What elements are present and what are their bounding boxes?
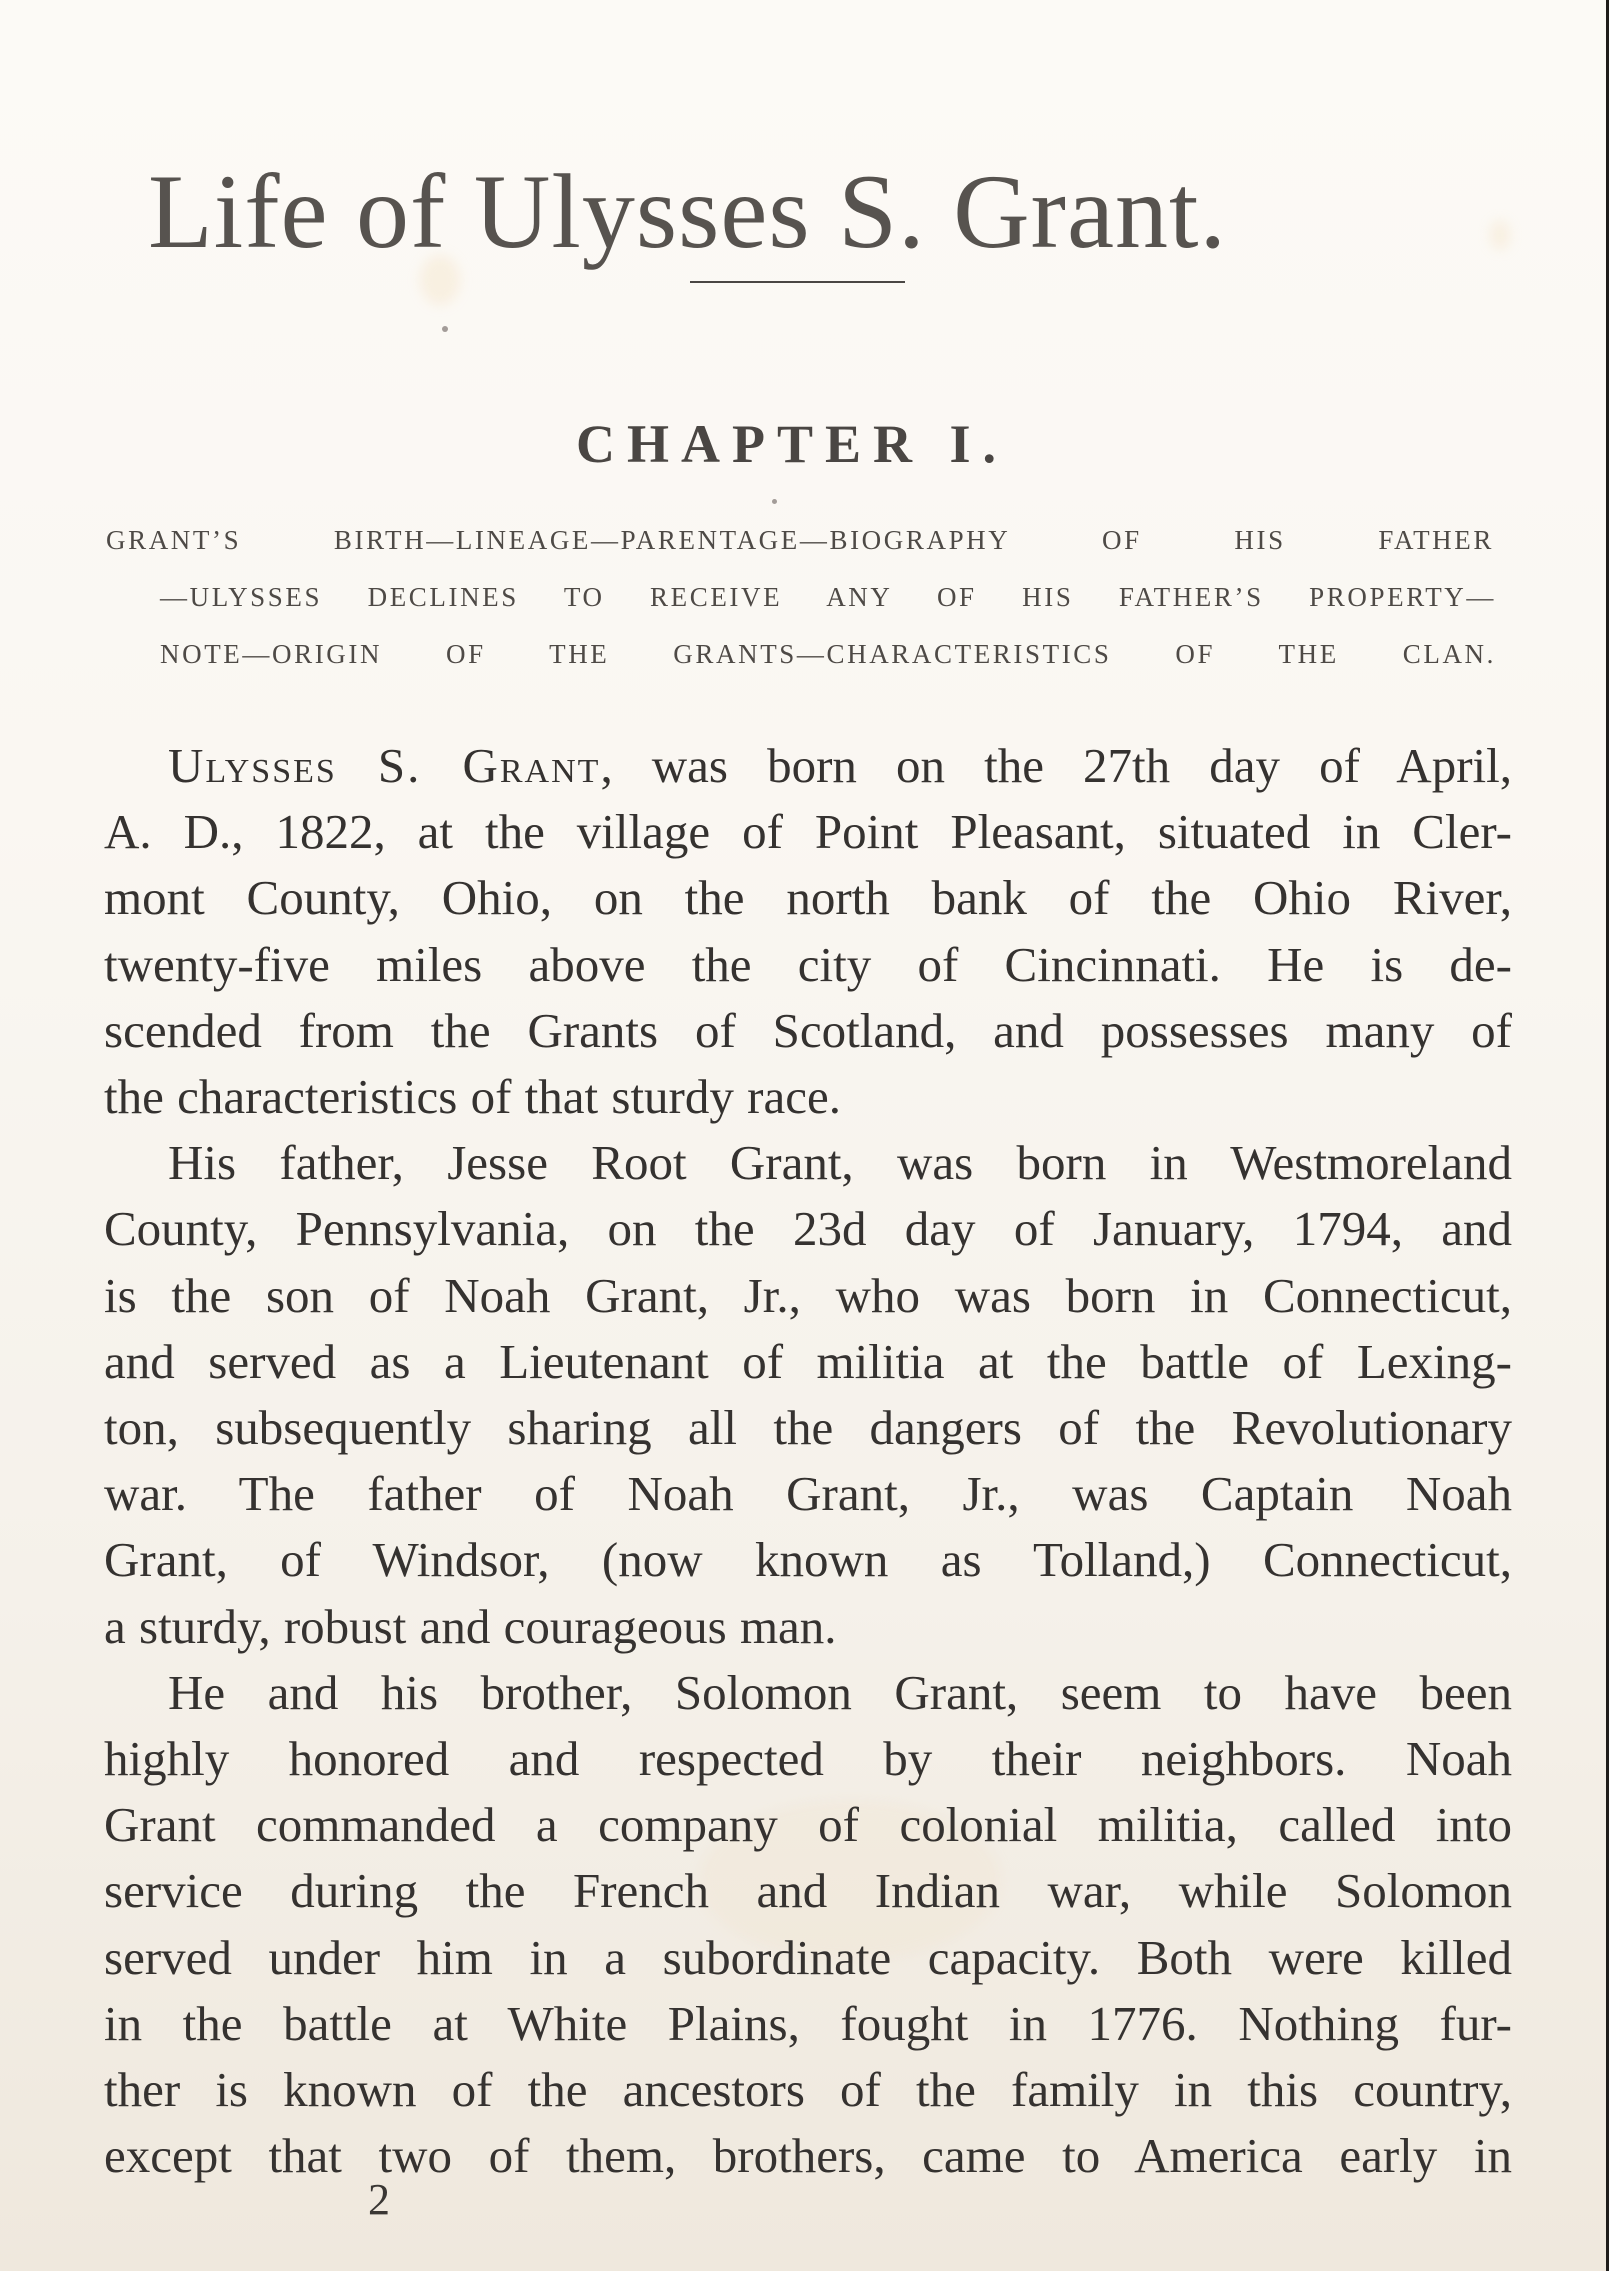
paragraph-line: war. The father of Noah Grant, Jr., was Captain Noah <box>104 1466 1512 1522</box>
title-divider-rule <box>690 281 905 283</box>
ink-speck <box>772 499 777 504</box>
paragraph-line: ther is known of the ancestors of the family in this country, <box>104 2062 1512 2118</box>
paragraph-line: a sturdy, robust and courageous man. <box>104 1598 837 1654</box>
chapter-summary-line: NOTE—ORIGIN OF THE GRANTS—CHARACTERISTICS OF THE CLAN. <box>160 639 1496 669</box>
body-text <box>104 733 1512 2189</box>
paragraph-line: the characteristics of that sturdy race. <box>104 1069 841 1125</box>
paragraph-line: in the battle at White Plains, fought in 1776. Nothing fur- <box>104 1995 1512 2051</box>
paragraph-line: served under him in a subordinate capacity. Both were killed <box>104 1929 1512 1985</box>
paragraph-line-text: , was born on the 27th day of April, <box>600 738 1512 793</box>
paragraph-line: A. D., 1822, at the village of Point Pleasant, situated in Cler- <box>104 804 1512 860</box>
paragraph <box>104 1660 1512 2190</box>
paragraph-line: except that two of them, brothers, came to America early in <box>104 2128 1512 2184</box>
chapter-summary-line: GRANT’S BIRTH—LINEAGE—PARENTAGE—BIOGRAPHY OF HIS FATHER <box>106 525 1494 555</box>
paragraph-line: twenty-five miles above the city of Cincinnati. He is de- <box>104 936 1512 992</box>
paragraph-line <box>104 733 1512 799</box>
paragraph-line: mont County, Ohio, on the north bank of the Ohio River, <box>104 870 1512 926</box>
paragraph-line: and served as a Lieutenant of militia at the battle of Lexing- <box>104 1333 1512 1389</box>
paragraph-line: ton, subsequently sharing all the dangers of the Revolutionary <box>104 1400 1512 1456</box>
paragraph <box>104 733 1512 1130</box>
paragraph <box>104 1130 1512 1660</box>
ink-speck <box>442 326 448 332</box>
paragraph-line: is the son of Noah Grant, Jr., who was born in Connecticut, <box>104 1267 1512 1323</box>
signature-mark: 2 <box>368 2175 390 2224</box>
paragraph-line: He and his brother, Solomon Grant, seem to have been <box>168 1664 1512 1720</box>
paragraph-line: scended from the Grants of Scotland, and possesses many of <box>104 1002 1512 1058</box>
chapter-heading: CHAPTER I. <box>576 413 1009 474</box>
book-title: Life of Ulysses S. Grant. <box>148 153 1227 271</box>
paragraph-line: highly honored and respected by their neighbors. Noah <box>104 1731 1512 1787</box>
paragraph-line: Grant, of Windsor, (now known as Tolland,) Connecticut, <box>104 1532 1512 1588</box>
lead-name-smallcaps: Ulysses S. Grant <box>168 738 601 793</box>
chapter-summary-line: —ULYSSES DECLINES TO RECEIVE ANY OF HIS FATHER’S PROPERTY— <box>160 582 1496 612</box>
paragraph-line: His father, Jesse Root Grant, was born in Westmoreland <box>168 1135 1512 1191</box>
paragraph-line: County, Pennsylvania, on the 23d day of January, 1794, and <box>104 1201 1512 1257</box>
paper-stain <box>1490 220 1510 250</box>
paragraph-line: Grant commanded a company of colonial militia, called into <box>104 1797 1512 1853</box>
chapter-summary <box>108 512 1498 683</box>
paragraph-line: service during the French and Indian war, while Solomon <box>104 1863 1512 1919</box>
